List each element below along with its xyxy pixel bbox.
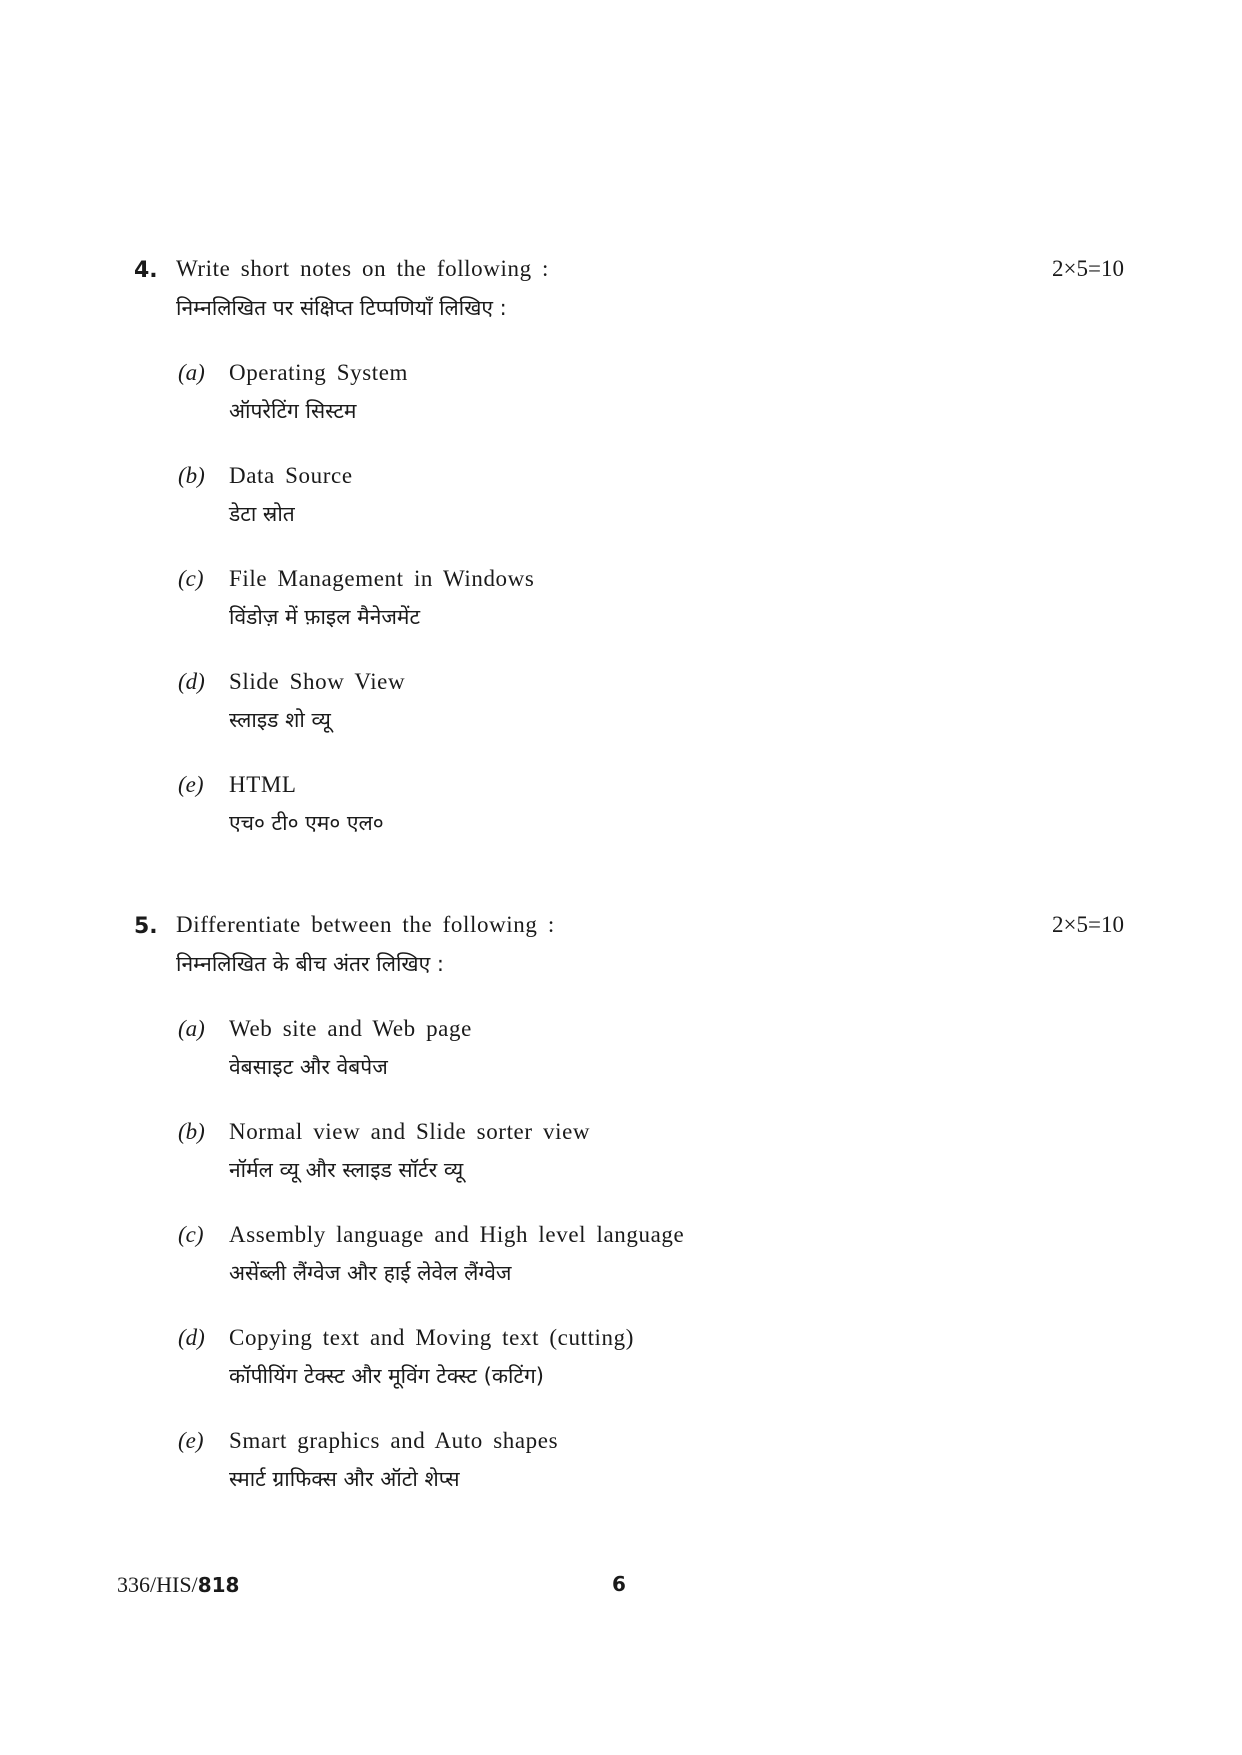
sub-question-en: HTML <box>229 772 297 797</box>
sub-question-letter: (d) <box>178 1325 205 1350</box>
marks-label: 2×5=10 <box>1052 256 1124 281</box>
sub-question-letter: (b) <box>178 1119 205 1144</box>
question-prompt-en: Differentiate between the following : <box>176 912 555 937</box>
sub-question-en: Web site and Web page <box>229 1016 472 1041</box>
sub-question-en: File Management in Windows <box>229 566 535 591</box>
page-number: 6 <box>612 1572 626 1596</box>
sub-question-hi: नॉर्मल व्यू और स्लाइड सॉर्टर व्यू <box>229 1158 464 1182</box>
sub-question-letter: (b) <box>178 463 205 488</box>
sub-question-letter: (c) <box>178 566 204 591</box>
question-prompt-en: Write short notes on the following : <box>176 256 550 281</box>
question-prompt-hi: निम्नलिखित के बीच अंतर लिखिए : <box>176 952 444 976</box>
sub-question-letter: (c) <box>178 1222 204 1247</box>
paper-code-prefix: 336/HIS/ <box>117 1572 198 1597</box>
sub-question-en: Operating System <box>229 360 409 385</box>
sub-question-hi: डेटा स्रोत <box>229 502 295 526</box>
sub-question-hi: विंडोज़ में फ़ाइल मैनेजमेंट <box>229 605 421 629</box>
sub-question-letter: (d) <box>178 669 205 694</box>
sub-question-en: Assembly language and High level language <box>229 1222 685 1247</box>
sub-question-letter: (e) <box>178 772 204 797</box>
paper-code <box>117 1572 239 1598</box>
marks-label: 2×5=10 <box>1052 912 1124 937</box>
sub-question-hi: वेबसाइट और वेबपेज <box>229 1055 388 1079</box>
sub-question-letter: (a) <box>178 1016 205 1041</box>
sub-question-hi: स्लाइड शो व्यू <box>229 708 331 732</box>
sub-question-letter: (e) <box>178 1428 204 1453</box>
sub-question-en: Smart graphics and Auto shapes <box>229 1428 559 1453</box>
sub-question-hi: कॉपीयिंग टेक्स्ट और मूविंग टेक्स्ट (कटिंग) <box>229 1364 544 1388</box>
question-number: 4. <box>134 258 158 283</box>
paper-code-number: 818 <box>197 1573 240 1597</box>
question-prompt-hi: निम्नलिखित पर संक्षिप्त टिप्पणियाँ लिखिए : <box>176 296 507 320</box>
sub-question-hi: ऑपरेटिंग सिस्टम <box>229 399 357 423</box>
sub-question-hi: स्मार्ट ग्राफिक्स और ऑटो शेप्स <box>229 1467 460 1491</box>
sub-question-en: Data Source <box>229 463 353 488</box>
sub-question-en: Slide Show View <box>229 669 406 694</box>
sub-question-letter: (a) <box>178 360 205 385</box>
sub-question-en: Copying text and Moving text (cutting) <box>229 1325 635 1350</box>
question-number: 5. <box>134 914 158 939</box>
sub-question-en: Normal view and Slide sorter view <box>229 1119 591 1144</box>
sub-question-hi: असेंब्ली लैंग्वेज और हाई लेवेल लैंग्वेज <box>229 1261 512 1285</box>
sub-question-hi: एच० टी० एम० एल० <box>229 811 384 835</box>
